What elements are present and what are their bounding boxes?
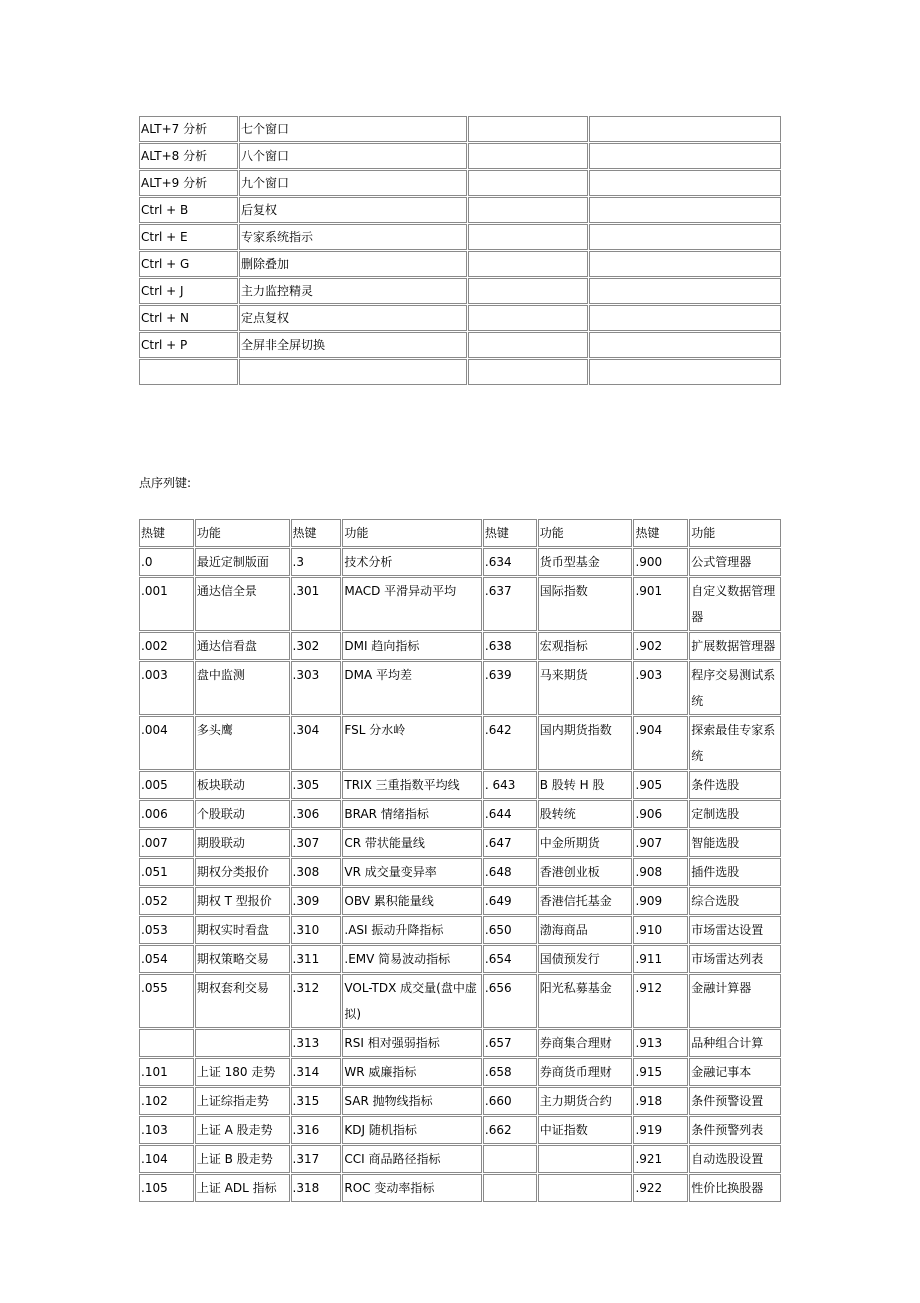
column-header: 热键 <box>633 519 688 547</box>
hotkey-cell: .3 <box>291 548 342 576</box>
table-cell <box>468 305 588 331</box>
table-row <box>139 916 781 944</box>
function-cell: 金融记事本 <box>689 1058 781 1086</box>
hotkey-cell: .900 <box>633 548 688 576</box>
table-cell <box>589 197 781 223</box>
hotkey-cell: .918 <box>633 1087 688 1115</box>
hotkey-cell: .003 <box>139 661 194 715</box>
hotkey-cell: .910 <box>633 916 688 944</box>
function-cell: 期权策略交易 <box>195 945 290 973</box>
table-cell: Ctrl + N <box>139 305 238 331</box>
function-cell: WR 威廉指标 <box>342 1058 482 1086</box>
hotkey-cell: .644 <box>483 800 537 828</box>
hotkey-cell: .912 <box>633 974 688 1028</box>
hotkey-cell: . 643 <box>483 771 537 799</box>
hotkey-cell: .642 <box>483 716 537 770</box>
function-cell: 马来期货 <box>538 661 633 715</box>
function-cell: TRIX 三重指数平均线 <box>342 771 482 799</box>
function-cell: 上证 A 股走势 <box>195 1116 290 1144</box>
table-cell: Ctrl + B <box>139 197 238 223</box>
function-cell <box>538 1174 633 1202</box>
hotkey-cell: .006 <box>139 800 194 828</box>
table-cell: 七个窗口 <box>239 116 467 142</box>
table-cell: Ctrl + P <box>139 332 238 358</box>
hotkey-cell: .907 <box>633 829 688 857</box>
function-cell: B 股转 H 股 <box>538 771 633 799</box>
table-cell: ALT+8 分析 <box>139 143 238 169</box>
hotkey-cell: .647 <box>483 829 537 857</box>
hotkey-cell: .312 <box>291 974 342 1028</box>
hotkey-cell: .314 <box>291 1058 342 1086</box>
function-cell: SAR 抛物线指标 <box>342 1087 482 1115</box>
table-header-row <box>139 519 781 547</box>
function-cell: 期股联动 <box>195 829 290 857</box>
table-cell <box>139 359 238 385</box>
column-header: 热键 <box>483 519 537 547</box>
table-row <box>139 661 781 715</box>
table-cell <box>468 224 588 250</box>
function-cell: 主力期货合约 <box>538 1087 633 1115</box>
function-cell: 中证指数 <box>538 1116 633 1144</box>
hotkey-cell: .306 <box>291 800 342 828</box>
table-row <box>139 1087 781 1115</box>
hotkey-cell: .662 <box>483 1116 537 1144</box>
hotkey-cell: .648 <box>483 858 537 886</box>
hotkey-cell: .911 <box>633 945 688 973</box>
hotkey-cell: .650 <box>483 916 537 944</box>
table-row <box>139 359 781 385</box>
function-cell: 金融计算器 <box>689 974 781 1028</box>
hotkey-cell: .002 <box>139 632 194 660</box>
function-cell: 国际指数 <box>538 577 633 631</box>
table-row <box>139 305 781 331</box>
hotkey-cell: .657 <box>483 1029 537 1057</box>
function-cell: VOL-TDX 成交量(盘中虚拟) <box>342 974 482 1028</box>
function-cell: 券商货币理财 <box>538 1058 633 1086</box>
hotkey-cell: .903 <box>633 661 688 715</box>
function-cell: DMI 趋向指标 <box>342 632 482 660</box>
table-row <box>139 116 781 142</box>
table-cell <box>468 278 588 304</box>
function-cell: 自定义数据管理器 <box>689 577 781 631</box>
table-cell <box>468 197 588 223</box>
hotkey-cell: .005 <box>139 771 194 799</box>
hotkey-cell: .901 <box>633 577 688 631</box>
hotkey-cell: .313 <box>291 1029 342 1057</box>
table-cell: Ctrl + G <box>139 251 238 277</box>
function-cell: 上证 B 股走势 <box>195 1145 290 1173</box>
function-cell: 探索最佳专家系统 <box>689 716 781 770</box>
hotkey-cell: .658 <box>483 1058 537 1086</box>
function-cell: ROC 变动率指标 <box>342 1174 482 1202</box>
hotkey-cell: .915 <box>633 1058 688 1086</box>
table-cell <box>589 305 781 331</box>
table-row <box>139 974 781 1028</box>
function-cell: 上证综指走势 <box>195 1087 290 1115</box>
function-cell: 板块联动 <box>195 771 290 799</box>
function-cell: FSL 分水岭 <box>342 716 482 770</box>
hotkey-cell: .902 <box>633 632 688 660</box>
column-header: 功能 <box>689 519 781 547</box>
table-row <box>139 170 781 196</box>
function-cell: 综合选股 <box>689 887 781 915</box>
hotkey-cell: .310 <box>291 916 342 944</box>
column-header: 热键 <box>291 519 342 547</box>
table-cell <box>468 170 588 196</box>
dot-sequence-table <box>138 518 782 1203</box>
function-cell: OBV 累积能量线 <box>342 887 482 915</box>
hotkey-cell: .001 <box>139 577 194 631</box>
hotkey-cell: .660 <box>483 1087 537 1115</box>
table-row <box>139 945 781 973</box>
hotkey-cell <box>483 1145 537 1173</box>
hotkey-cell: .308 <box>291 858 342 886</box>
function-cell: 通达信全景 <box>195 577 290 631</box>
table-cell <box>589 332 781 358</box>
hotkey-cell: .316 <box>291 1116 342 1144</box>
table-row <box>139 197 781 223</box>
hotkey-cell: .908 <box>633 858 688 886</box>
function-cell: KDJ 随机指标 <box>342 1116 482 1144</box>
hotkey-cell: .905 <box>633 771 688 799</box>
function-cell: 智能选股 <box>689 829 781 857</box>
table-cell <box>239 359 467 385</box>
table-row <box>139 224 781 250</box>
function-cell: 香港创业板 <box>538 858 633 886</box>
table-cell <box>468 251 588 277</box>
table-cell <box>589 116 781 142</box>
hotkey-cell: .307 <box>291 829 342 857</box>
function-cell: 期权 T 型报价 <box>195 887 290 915</box>
function-cell <box>195 1029 290 1057</box>
function-cell: 阳光私募基金 <box>538 974 633 1028</box>
function-cell: BRAR 情绪指标 <box>342 800 482 828</box>
function-cell: 最近定制版面 <box>195 548 290 576</box>
hotkey-cell: .103 <box>139 1116 194 1144</box>
function-cell: 期权套利交易 <box>195 974 290 1028</box>
table-cell: 八个窗口 <box>239 143 467 169</box>
hotkey-cell: .101 <box>139 1058 194 1086</box>
hotkey-cell: .922 <box>633 1174 688 1202</box>
hotkey-cell: .052 <box>139 887 194 915</box>
function-cell: DMA 平均差 <box>342 661 482 715</box>
hotkey-cell: .639 <box>483 661 537 715</box>
hotkey-cell: .007 <box>139 829 194 857</box>
hotkey-cell: .906 <box>633 800 688 828</box>
table-row <box>139 278 781 304</box>
function-cell: CCI 商品路径指标 <box>342 1145 482 1173</box>
table-row <box>139 251 781 277</box>
function-cell: 扩展数据管理器 <box>689 632 781 660</box>
function-cell: 香港信托基金 <box>538 887 633 915</box>
function-cell: 市场雷达设置 <box>689 916 781 944</box>
function-cell: 性价比换股器 <box>689 1174 781 1202</box>
function-cell <box>538 1145 633 1173</box>
table-row <box>139 1058 781 1086</box>
function-cell: 期权实时看盘 <box>195 916 290 944</box>
function-cell: 国内期货指数 <box>538 716 633 770</box>
table-cell: 全屏非全屏切换 <box>239 332 467 358</box>
function-cell: VR 成交量变异率 <box>342 858 482 886</box>
hotkey-cell: .315 <box>291 1087 342 1115</box>
hotkey-cell: .919 <box>633 1116 688 1144</box>
table-row <box>139 716 781 770</box>
table-cell <box>589 143 781 169</box>
function-cell: 市场雷达列表 <box>689 945 781 973</box>
function-cell: 通达信看盘 <box>195 632 290 660</box>
table-cell <box>468 116 588 142</box>
hotkey-cell <box>139 1029 194 1057</box>
function-cell: 渤海商品 <box>538 916 633 944</box>
column-header: 功能 <box>538 519 633 547</box>
table-row <box>139 829 781 857</box>
table-row <box>139 887 781 915</box>
table-cell: Ctrl + E <box>139 224 238 250</box>
table-cell <box>468 359 588 385</box>
table-row <box>139 577 781 631</box>
function-cell: 条件预警列表 <box>689 1116 781 1144</box>
table-row <box>139 632 781 660</box>
function-cell: .EMV 简易波动指标 <box>342 945 482 973</box>
table-cell: 删除叠加 <box>239 251 467 277</box>
table-row <box>139 1029 781 1057</box>
table-row <box>139 143 781 169</box>
table-cell: ALT+9 分析 <box>139 170 238 196</box>
hotkey-cell: .304 <box>291 716 342 770</box>
function-cell: 多头鹰 <box>195 716 290 770</box>
table-row <box>139 1116 781 1144</box>
hotkey-cell: .004 <box>139 716 194 770</box>
table-row <box>139 548 781 576</box>
function-cell: CR 带状能量线 <box>342 829 482 857</box>
function-cell: .ASI 振动升降指标 <box>342 916 482 944</box>
function-cell: 期权分类报价 <box>195 858 290 886</box>
hotkey-cell: .102 <box>139 1087 194 1115</box>
table-row <box>139 858 781 886</box>
hotkey-cell: .105 <box>139 1174 194 1202</box>
table-row <box>139 332 781 358</box>
function-cell: 品种组合计算 <box>689 1029 781 1057</box>
hotkey-cell: .311 <box>291 945 342 973</box>
hotkey-cell: .638 <box>483 632 537 660</box>
function-cell: RSI 相对强弱指标 <box>342 1029 482 1057</box>
hotkey-cell: .909 <box>633 887 688 915</box>
function-cell: 插件选股 <box>689 858 781 886</box>
table-cell <box>589 251 781 277</box>
column-header: 功能 <box>342 519 482 547</box>
hotkey-cell: .301 <box>291 577 342 631</box>
hotkey-cell: .054 <box>139 945 194 973</box>
table-cell <box>589 224 781 250</box>
function-cell: 股转统 <box>538 800 633 828</box>
column-header: 功能 <box>195 519 290 547</box>
table-cell <box>589 170 781 196</box>
table-row <box>139 771 781 799</box>
function-cell: 券商集合理财 <box>538 1029 633 1057</box>
table-cell: 主力监控精灵 <box>239 278 467 304</box>
hotkey-cell: .921 <box>633 1145 688 1173</box>
function-cell: 国债预发行 <box>538 945 633 973</box>
hotkey-cell: .656 <box>483 974 537 1028</box>
table-cell: 专家系统指示 <box>239 224 467 250</box>
function-cell: 中金所期货 <box>538 829 633 857</box>
hotkey-table-top <box>138 115 782 386</box>
function-cell: 上证 180 走势 <box>195 1058 290 1086</box>
section-label: 点序列键: <box>139 476 192 490</box>
hotkey-cell: .634 <box>483 548 537 576</box>
function-cell: 自动选股设置 <box>689 1145 781 1173</box>
hotkey-cell: .302 <box>291 632 342 660</box>
function-cell: 货币型基金 <box>538 548 633 576</box>
hotkey-cell: .654 <box>483 945 537 973</box>
function-cell: 个股联动 <box>195 800 290 828</box>
table-cell <box>589 359 781 385</box>
column-header: 热键 <box>139 519 194 547</box>
function-cell: 条件选股 <box>689 771 781 799</box>
table-row <box>139 1174 781 1202</box>
table-cell: ALT+7 分析 <box>139 116 238 142</box>
table-row <box>139 800 781 828</box>
table-cell <box>468 332 588 358</box>
table-cell: 后复权 <box>239 197 467 223</box>
hotkey-cell: .904 <box>633 716 688 770</box>
function-cell: 程序交易测试系统 <box>689 661 781 715</box>
function-cell: 盘中监测 <box>195 661 290 715</box>
table-cell: Ctrl + J <box>139 278 238 304</box>
function-cell: 公式管理器 <box>689 548 781 576</box>
hotkey-cell: .053 <box>139 916 194 944</box>
table-cell <box>589 278 781 304</box>
function-cell: 条件预警设置 <box>689 1087 781 1115</box>
hotkey-cell <box>483 1174 537 1202</box>
hotkey-cell: .104 <box>139 1145 194 1173</box>
hotkey-cell: .913 <box>633 1029 688 1057</box>
function-cell: 定制选股 <box>689 800 781 828</box>
hotkey-cell: .649 <box>483 887 537 915</box>
table-row <box>139 1145 781 1173</box>
hotkey-cell: .637 <box>483 577 537 631</box>
function-cell: MACD 平滑异动平均 <box>342 577 482 631</box>
table-cell: 九个窗口 <box>239 170 467 196</box>
hotkey-cell: .317 <box>291 1145 342 1173</box>
hotkey-cell: .0 <box>139 548 194 576</box>
function-cell: 技术分析 <box>342 548 482 576</box>
function-cell: 宏观指标 <box>538 632 633 660</box>
hotkey-cell: .051 <box>139 858 194 886</box>
function-cell: 上证 ADL 指标 <box>195 1174 290 1202</box>
table-cell <box>468 143 588 169</box>
hotkey-cell: .309 <box>291 887 342 915</box>
table-cell: 定点复权 <box>239 305 467 331</box>
hotkey-cell: .055 <box>139 974 194 1028</box>
hotkey-cell: .305 <box>291 771 342 799</box>
hotkey-cell: .318 <box>291 1174 342 1202</box>
hotkey-cell: .303 <box>291 661 342 715</box>
